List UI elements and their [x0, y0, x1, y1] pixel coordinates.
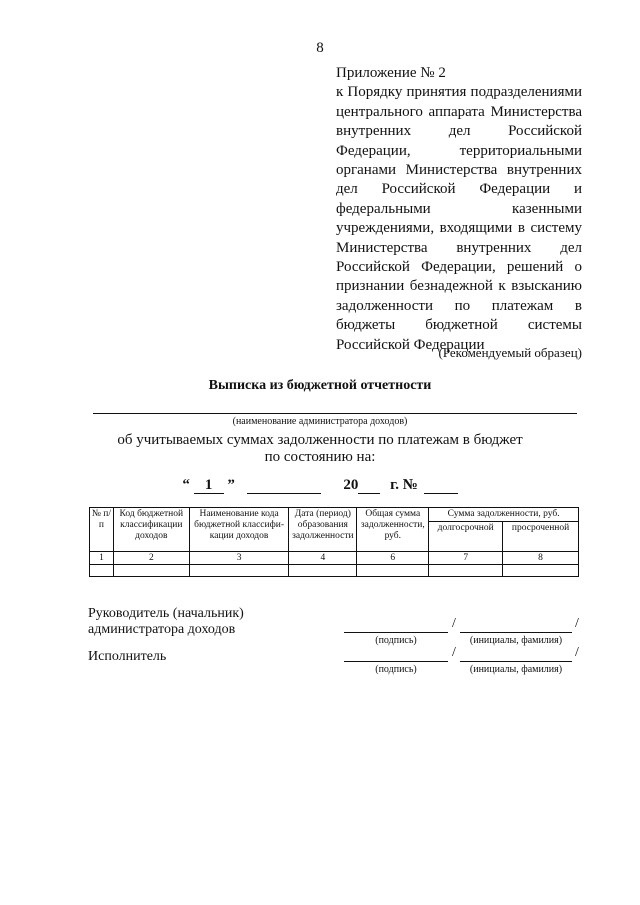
page-number: 8 — [316, 40, 324, 56]
table-cell: 1 — [90, 552, 114, 565]
head-slash-2: / — [575, 616, 579, 631]
admin-name-line — [93, 413, 577, 414]
date-year-blank — [358, 478, 380, 494]
recommended-sample-note: (Рекомендуемый образец) — [438, 345, 582, 360]
document-title: Выписка из бюджетной отчетности — [208, 378, 432, 393]
admin-name-caption: (наименование администратора доходов) — [232, 416, 408, 427]
date-month-blank — [247, 478, 321, 494]
head-slash-1: / — [452, 616, 456, 631]
header-long: долгосрочной — [429, 522, 503, 552]
executor-name-caption: (инициалы, фамилия) — [469, 664, 563, 675]
table-row-empty — [90, 565, 579, 577]
date-number-blank — [424, 478, 458, 494]
executor-name-line — [460, 661, 572, 662]
appendix-block — [336, 64, 582, 355]
date-day: 1 — [194, 478, 224, 494]
table-cell: 4 — [289, 552, 357, 565]
executor-slash-2: / — [575, 645, 579, 660]
table-cell — [503, 565, 579, 577]
head-label-line-2: администратора доходов — [88, 622, 236, 637]
table-cell — [429, 565, 503, 577]
date-year-prefix: 20 — [343, 477, 359, 493]
table-cell: 6 — [357, 552, 429, 565]
executor-sign-line — [344, 661, 448, 662]
date-line — [0, 477, 640, 494]
table-cell — [289, 565, 357, 577]
table-cell — [113, 565, 189, 577]
head-name-line — [460, 632, 572, 633]
header-code: Код бюджетной классификации доходов — [113, 508, 189, 552]
head-sign-line — [344, 632, 448, 633]
executor-sign-caption: (подпись) — [375, 664, 417, 675]
head-sign-caption: (подпись) — [375, 635, 417, 646]
header-date: Дата (период) образования задолженности — [289, 508, 357, 552]
header-name: Наименование кода бюджетной классифи-кации доходов — [189, 508, 289, 552]
appendix-body: к Порядку принятия подразделениями центрального аппарата Министерства внутренних дел Российской Федерации, территориальными органами Министерства внутренних дел Российской Федерации и федеральными казенными учреждениями, входящими в систему Министерства внутренних дел Российской Федерации, решений о признании безнадежной к взысканию задолженности по платежам в бюджеты бюджетной системы Российской Федерации — [336, 84, 582, 353]
head-name-caption: (инициалы, фамилия) — [469, 635, 563, 646]
date-number-label: г. № — [390, 477, 418, 493]
head-signature-label — [88, 606, 244, 638]
debt-table — [89, 507, 579, 577]
header-overdue: просроченной — [503, 522, 579, 552]
header-debt-group: Сумма задолженности, руб. — [429, 508, 579, 522]
date-close-quote: ” — [227, 477, 235, 493]
appendix-title: Приложение № 2 — [336, 65, 446, 81]
executor-slash-1: / — [452, 645, 456, 660]
subtitle-line-1: об учитываемых суммах задолженности по платежам в бюджет — [117, 432, 523, 448]
head-label-line-1: Руководитель (начальник) — [88, 606, 244, 621]
table-cell — [90, 565, 114, 577]
executor-label: Исполнитель — [88, 649, 167, 664]
table-cell: 3 — [189, 552, 289, 565]
subtitle-line-2: по состоянию на: — [264, 449, 376, 465]
table-row-numbers — [90, 552, 579, 565]
header-total: Общая сумма задолженности, руб. — [357, 508, 429, 552]
table-cell: 8 — [503, 552, 579, 565]
table-cell — [357, 565, 429, 577]
date-open-quote: “ — [182, 477, 190, 493]
document-subtitle — [0, 432, 640, 466]
table-cell: 7 — [429, 552, 503, 565]
table-cell — [189, 565, 289, 577]
header-num: № п/п — [90, 508, 114, 552]
table-cell: 2 — [113, 552, 189, 565]
